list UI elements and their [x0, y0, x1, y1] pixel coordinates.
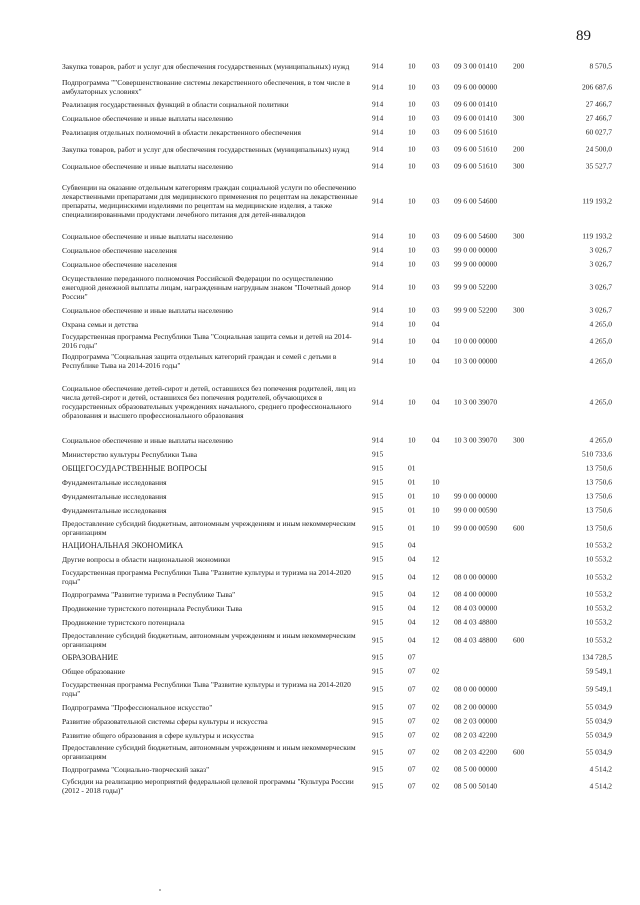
row-subsection: 04 — [432, 336, 440, 346]
row-description: Государственная программа Республики Тыва "Социальная защита семьи и детей на 2014-2016 годы" — [62, 332, 352, 350]
row-section: 07 — [408, 781, 416, 791]
row-amount: 4 265,0 — [589, 319, 612, 329]
row-description: Подпрограмма "Развитие туризма в Республике Тыва" — [62, 589, 236, 599]
row-amount: 55 034,9 — [585, 747, 612, 757]
row-expense: 200 — [513, 61, 525, 71]
row-description: Субсидии на реализацию мероприятий федеральной целевой программы "Культура России (2012 - 2018 годы)" — [62, 777, 354, 795]
row-subsection: 03 — [432, 305, 440, 315]
row-section: 01 — [408, 463, 416, 473]
row-expense: 300 — [513, 305, 525, 315]
row-amount: 24 500,0 — [585, 144, 612, 154]
row-amount: 3 026,7 — [589, 305, 612, 315]
row-amount: 10 553,2 — [585, 589, 612, 599]
row-ministry: 914 — [372, 245, 384, 255]
table-row — [62, 776, 622, 796]
table-row — [62, 538, 622, 552]
table-row — [62, 629, 622, 650]
row-description: Социальное обеспечение и иные выплаты населению — [62, 231, 233, 241]
row-subsection: 02 — [432, 684, 440, 694]
row-amount: 13 750,6 — [585, 523, 612, 532]
row-section: 01 — [408, 505, 416, 515]
row-description: Фундаментальные исследования — [62, 477, 167, 487]
row-description: НАЦИОНАЛЬНАЯ ЭКОНОМИКА — [62, 540, 184, 550]
row-subsection: 03 — [432, 61, 440, 71]
row-ministry: 915 — [372, 617, 384, 627]
table-row — [62, 139, 622, 159]
row-ministry: 915 — [372, 477, 384, 487]
row-ministry: 914 — [372, 356, 384, 366]
row-subsection: 03 — [432, 282, 440, 292]
row-amount: 4 514,2 — [589, 764, 612, 774]
row-target: 09 6 00 51610 — [454, 144, 498, 154]
row-description: Социальное обеспечение населения — [62, 245, 177, 255]
row-section: 07 — [408, 730, 416, 740]
row-description: Социальное обеспечение детей-сирот и детей, оставшихся без попечения родителей, лиц из числа детей-сирот и детей, оставшихся без попечения родителей, обучающихся в государственных образовательных учреждениях начального, среднего профессионального образования и высшего профессионального образования — [62, 384, 356, 420]
table-row — [62, 489, 622, 503]
table-row — [62, 728, 622, 742]
row-subsection: 03 — [432, 161, 440, 171]
row-section: 04 — [408, 572, 416, 581]
row-subsection: 02 — [432, 781, 440, 791]
row-target: 08 5 00 00000 — [454, 764, 498, 774]
table-row — [62, 742, 622, 762]
row-ministry: 915 — [372, 572, 384, 581]
row-section: 10 — [408, 305, 416, 315]
row-description: Государственная программа Республики Тыва "Развитие культуры и туризма на 2014-2020 годы" — [62, 680, 351, 698]
row-amount: 35 527,7 — [585, 161, 612, 171]
row-target: 10 3 00 00000 — [454, 356, 498, 366]
row-ministry: 915 — [372, 730, 384, 740]
row-target: 08 2 03 42200 — [454, 747, 498, 757]
row-subsection: 02 — [432, 747, 440, 757]
table-row — [62, 159, 622, 173]
row-section: 04 — [408, 617, 416, 627]
row-target: 99 0 00 00000 — [454, 491, 498, 501]
row-subsection: 02 — [432, 764, 440, 774]
row-target: 99 9 00 52200 — [454, 282, 498, 292]
row-section: 10 — [408, 196, 416, 206]
row-description: Реализация государственных функций в области социальной политики — [62, 99, 289, 109]
row-description: Развитие общего образования в сфере культуры и искусства — [62, 730, 254, 740]
table-row — [62, 125, 622, 139]
row-section: 10 — [408, 259, 416, 269]
scan-dot — [159, 889, 161, 891]
row-section: 10 — [408, 144, 416, 154]
table-row — [62, 55, 622, 77]
row-ministry: 914 — [372, 397, 384, 407]
table-row — [62, 566, 622, 587]
row-subsection: 10 — [432, 491, 440, 501]
row-ministry: 915 — [372, 684, 384, 694]
row-subsection: 02 — [432, 730, 440, 740]
row-ministry: 915 — [372, 491, 384, 501]
row-ministry: 915 — [372, 747, 384, 757]
row-target: 99 9 00 00000 — [454, 259, 498, 269]
row-target: 09 6 00 54600 — [454, 231, 498, 241]
row-amount: 510 733,6 — [582, 449, 612, 459]
row-target: 08 2 00 00000 — [454, 702, 498, 712]
row-subsection: 12 — [432, 635, 440, 644]
table-row — [62, 461, 622, 475]
row-ministry: 915 — [372, 635, 384, 644]
table-row — [62, 271, 622, 303]
row-description: Государственная программа Республики Тыва "Развитие культуры и туризма на 2014-2020 годы" — [62, 567, 351, 586]
row-description: Социальное обеспечение и иные выплаты населению — [62, 113, 233, 123]
row-section: 10 — [408, 245, 416, 255]
row-amount: 4 514,2 — [589, 781, 612, 791]
table-row — [62, 615, 622, 629]
row-target: 08 2 03 42200 — [454, 730, 498, 740]
row-description: Социальное обеспечение населения — [62, 259, 177, 269]
budget-table — [62, 55, 622, 796]
row-ministry: 914 — [372, 113, 384, 123]
table-row — [62, 229, 622, 243]
row-amount: 4 265,0 — [589, 397, 612, 407]
table-row — [62, 601, 622, 615]
row-subsection: 04 — [432, 435, 440, 445]
table-row — [62, 447, 622, 461]
row-description: Развитие образовательной системы сферы культуры и искусства — [62, 716, 268, 726]
row-subsection: 03 — [432, 259, 440, 269]
row-description: Предоставление субсидий бюджетным, автономным учреждениям и иным некоммерческим организациям — [62, 630, 356, 649]
row-expense: 300 — [513, 161, 525, 171]
row-section: 07 — [408, 716, 416, 726]
row-ministry: 915 — [372, 523, 384, 532]
row-amount: 59 549,1 — [585, 666, 612, 676]
row-target: 10 3 00 39070 — [454, 397, 498, 407]
row-description: Министерство культуры Республики Тыва — [62, 449, 198, 459]
row-target: 08 4 03 48800 — [454, 635, 498, 644]
row-ministry: 915 — [372, 716, 384, 726]
row-target: 10 3 00 39070 — [454, 435, 498, 445]
row-expense: 300 — [513, 113, 525, 123]
row-amount: 13 750,6 — [585, 491, 612, 501]
row-description: Подпрограмма "Профессиональное искусство" — [62, 702, 213, 712]
row-amount: 4 265,0 — [589, 356, 612, 366]
row-ministry: 914 — [372, 144, 384, 154]
row-section: 10 — [408, 356, 416, 366]
row-subsection: 10 — [432, 477, 440, 487]
table-row — [62, 371, 622, 433]
row-amount: 10 553,2 — [585, 540, 612, 550]
row-section: 04 — [408, 540, 416, 550]
table-row — [62, 303, 622, 317]
table-row — [62, 475, 622, 489]
row-section: 10 — [408, 127, 416, 137]
row-subsection: 03 — [432, 99, 440, 109]
table-row — [62, 678, 622, 700]
row-section: 10 — [408, 336, 416, 346]
row-amount: 55 034,9 — [585, 716, 612, 726]
row-target: 99 0 00 00590 — [454, 523, 498, 532]
table-row — [62, 762, 622, 776]
row-ministry: 915 — [372, 666, 384, 676]
row-section: 10 — [408, 113, 416, 123]
row-section: 10 — [408, 231, 416, 241]
row-amount: 119 193,2 — [582, 231, 612, 241]
row-amount: 10 553,2 — [585, 572, 612, 581]
row-ministry: 914 — [372, 127, 384, 137]
row-subsection: 12 — [432, 589, 440, 599]
row-expense: 200 — [513, 144, 525, 154]
row-amount: 13 750,6 — [585, 463, 612, 473]
row-description: Продвижение туристского потенциала — [62, 617, 185, 627]
row-section: 10 — [408, 282, 416, 292]
row-description: Другие вопросы в области национальной экономики — [62, 554, 230, 564]
row-section: 01 — [408, 491, 416, 501]
row-section: 07 — [408, 684, 416, 694]
row-ministry: 915 — [372, 554, 384, 564]
row-section: 04 — [408, 603, 416, 613]
row-description: Фундаментальные исследования — [62, 491, 167, 501]
row-amount: 3 026,7 — [589, 245, 612, 255]
row-amount: 10 553,2 — [585, 554, 612, 564]
row-ministry: 914 — [372, 282, 384, 292]
row-section: 10 — [408, 435, 416, 445]
table-row — [62, 664, 622, 678]
row-ministry: 914 — [372, 82, 384, 92]
row-target: 09 3 00 01410 — [454, 61, 498, 71]
row-amount: 27 466,7 — [585, 113, 612, 123]
row-subsection: 03 — [432, 231, 440, 241]
table-row — [62, 552, 622, 566]
row-subsection: 04 — [432, 397, 440, 407]
row-section: 04 — [408, 635, 416, 644]
row-expense: 300 — [513, 435, 525, 445]
row-subsection: 03 — [432, 196, 440, 206]
row-amount: 4 265,0 — [589, 435, 612, 445]
row-description: Подпрограмма ""Совершенствование системы лекарственного обеспечения, в том числе в амбулаторных условиях" — [62, 78, 351, 96]
row-target: 09 6 00 00000 — [454, 82, 498, 92]
row-target: 08 0 00 00000 — [454, 684, 498, 694]
row-target: 08 0 00 00000 — [454, 572, 498, 581]
row-target: 08 2 03 00000 — [454, 716, 498, 726]
row-section: 10 — [408, 82, 416, 92]
row-subsection: 12 — [432, 554, 440, 564]
row-subsection: 03 — [432, 82, 440, 92]
row-description: Закупка товаров, работ и услуг для обеспечения государственных (муниципальных) нужд — [62, 61, 350, 71]
row-section: 04 — [408, 589, 416, 599]
table-row — [62, 503, 622, 517]
row-section: 07 — [408, 702, 416, 712]
row-subsection: 12 — [432, 572, 440, 581]
row-ministry: 914 — [372, 61, 384, 71]
row-target: 09 6 00 54600 — [454, 196, 498, 206]
table-row — [62, 111, 622, 125]
row-amount: 3 026,7 — [589, 259, 612, 269]
table-row — [62, 317, 622, 331]
row-section: 10 — [408, 61, 416, 71]
row-ministry: 914 — [372, 305, 384, 315]
row-subsection: 10 — [432, 505, 440, 515]
row-amount: 119 193,2 — [582, 196, 612, 206]
row-description: Закупка товаров, работ и услуг для обеспечения государственных (муниципальных) нужд — [62, 144, 350, 154]
row-expense: 300 — [513, 231, 525, 241]
row-target: 10 0 00 00000 — [454, 336, 498, 346]
row-ministry: 915 — [372, 781, 384, 791]
row-target: 08 4 03 48800 — [454, 617, 498, 627]
row-description: Охрана семьи и детства — [62, 319, 139, 329]
row-amount: 4 265,0 — [589, 336, 612, 346]
row-description: Субвенции на оказание отдельным категориям граждан социальной услуги по обеспечению лекарственными препаратами для медицинского применения по рецептам на лекарственные препараты, медицинскими изделиями по рецептам на медицинские изделия, а также специализированными продуктами лечебного питания для детей-инвалидов — [62, 183, 358, 219]
row-target: 09 6 00 01410 — [454, 99, 498, 109]
row-subsection: 02 — [432, 716, 440, 726]
row-subsection: 12 — [432, 617, 440, 627]
row-section: 10 — [408, 161, 416, 171]
table-row — [62, 351, 622, 371]
row-amount: 3 026,7 — [589, 282, 612, 292]
row-section: 01 — [408, 523, 416, 532]
row-expense: 600 — [513, 747, 525, 757]
table-row — [62, 433, 622, 447]
row-target: 09 6 00 01410 — [454, 113, 498, 123]
row-amount: 10 553,2 — [585, 635, 612, 644]
row-expense: 600 — [513, 523, 525, 532]
row-description: Реализация отдельных полномочий в области лекарственного обеспечения — [62, 127, 301, 137]
row-amount: 206 687,6 — [582, 82, 612, 92]
row-target: 99 0 00 00590 — [454, 505, 498, 515]
row-ministry: 915 — [372, 449, 384, 459]
row-ministry: 914 — [372, 319, 384, 329]
table-row — [62, 243, 622, 257]
row-subsection: 02 — [432, 666, 440, 676]
row-amount: 60 027,7 — [585, 127, 612, 137]
row-section: 01 — [408, 477, 416, 487]
row-description: ОБЩЕГОСУДАРСТВЕННЫЕ ВОПРОСЫ — [62, 463, 207, 473]
row-target: 99 9 00 52200 — [454, 305, 498, 315]
row-ministry: 914 — [372, 161, 384, 171]
row-subsection: 10 — [432, 523, 440, 532]
row-description: Предоставление субсидий бюджетным, автономным учреждениям и иным некоммерческим организациям — [62, 743, 356, 761]
row-section: 10 — [408, 99, 416, 109]
table-row — [62, 97, 622, 111]
row-target: 99 0 00 00000 — [454, 245, 498, 255]
row-subsection: 02 — [432, 702, 440, 712]
table-row — [62, 257, 622, 271]
row-amount: 13 750,6 — [585, 477, 612, 487]
page-number: 89 — [576, 28, 591, 44]
row-ministry: 914 — [372, 336, 384, 346]
row-amount: 55 034,9 — [585, 730, 612, 740]
row-subsection: 03 — [432, 127, 440, 137]
row-section: 10 — [408, 397, 416, 407]
row-subsection: 03 — [432, 113, 440, 123]
row-expense: 600 — [513, 635, 525, 644]
row-ministry: 915 — [372, 603, 384, 613]
row-amount: 134 728,5 — [582, 652, 612, 662]
row-ministry: 914 — [372, 435, 384, 445]
row-amount: 55 034,9 — [585, 702, 612, 712]
row-subsection: 03 — [432, 245, 440, 255]
row-target: 08 4 03 00000 — [454, 603, 498, 613]
table-row — [62, 331, 622, 351]
row-target: 08 5 00 50140 — [454, 781, 498, 791]
row-description: Предоставление субсидий бюджетным, автономным учреждениям и иным некоммерческим организациям — [62, 518, 356, 537]
row-ministry: 915 — [372, 505, 384, 515]
row-description: Социальное обеспечение и иные выплаты населению — [62, 435, 233, 445]
row-ministry: 915 — [372, 589, 384, 599]
row-ministry: 915 — [372, 702, 384, 712]
table-row — [62, 700, 622, 714]
row-amount: 10 553,2 — [585, 603, 612, 613]
row-description: Осуществление переданного полномочия Российской Федерации по осуществлению ежегодной денежной выплаты лицам, награжденным нагрудным знаком "Почетный донор России" — [62, 273, 351, 301]
row-subsection: 04 — [432, 319, 440, 329]
row-ministry: 914 — [372, 99, 384, 109]
row-section: 07 — [408, 652, 416, 662]
table-row — [62, 587, 622, 601]
row-subsection: 04 — [432, 356, 440, 366]
row-section: 04 — [408, 554, 416, 564]
row-target: 09 6 00 51610 — [454, 127, 498, 137]
row-section: 07 — [408, 666, 416, 676]
row-section: 10 — [408, 319, 416, 329]
row-ministry: 914 — [372, 231, 384, 241]
row-description: Общее образование — [62, 666, 125, 676]
row-target: 09 6 00 51610 — [454, 161, 498, 171]
row-amount: 13 750,6 — [585, 505, 612, 515]
table-row — [62, 173, 622, 229]
row-description: ОБРАЗОВАНИЕ — [62, 652, 119, 662]
row-ministry: 914 — [372, 196, 384, 206]
row-description: Социальное обеспечение и иные выплаты населению — [62, 161, 233, 171]
row-amount: 10 553,2 — [585, 617, 612, 627]
table-row — [62, 77, 622, 97]
row-ministry: 915 — [372, 463, 384, 473]
row-subsection: 03 — [432, 144, 440, 154]
row-section: 07 — [408, 764, 416, 774]
row-ministry: 914 — [372, 259, 384, 269]
table-row — [62, 714, 622, 728]
row-ministry: 915 — [372, 652, 384, 662]
row-description: Продвижение туристского потенциала Республики Тыва — [62, 603, 243, 613]
row-ministry: 915 — [372, 764, 384, 774]
row-amount: 27 466,7 — [585, 99, 612, 109]
row-subsection: 12 — [432, 603, 440, 613]
row-amount: 8 570,5 — [589, 61, 612, 71]
table-row — [62, 650, 622, 664]
table-row — [62, 517, 622, 538]
row-description: Подпрограмма "Социально-творческий заказ" — [62, 764, 210, 774]
row-description: Фундаментальные исследования — [62, 505, 167, 515]
row-section: 07 — [408, 747, 416, 757]
row-ministry: 915 — [372, 540, 384, 550]
row-target: 08 4 00 00000 — [454, 589, 498, 599]
row-description: Подпрограмма "Социальная защита отдельных категорий граждан и семей с детьми в Республике Тыва на 2014-2016 годы" — [62, 352, 337, 370]
row-amount: 59 549,1 — [585, 684, 612, 694]
row-description: Социальное обеспечение и иные выплаты населению — [62, 305, 233, 315]
